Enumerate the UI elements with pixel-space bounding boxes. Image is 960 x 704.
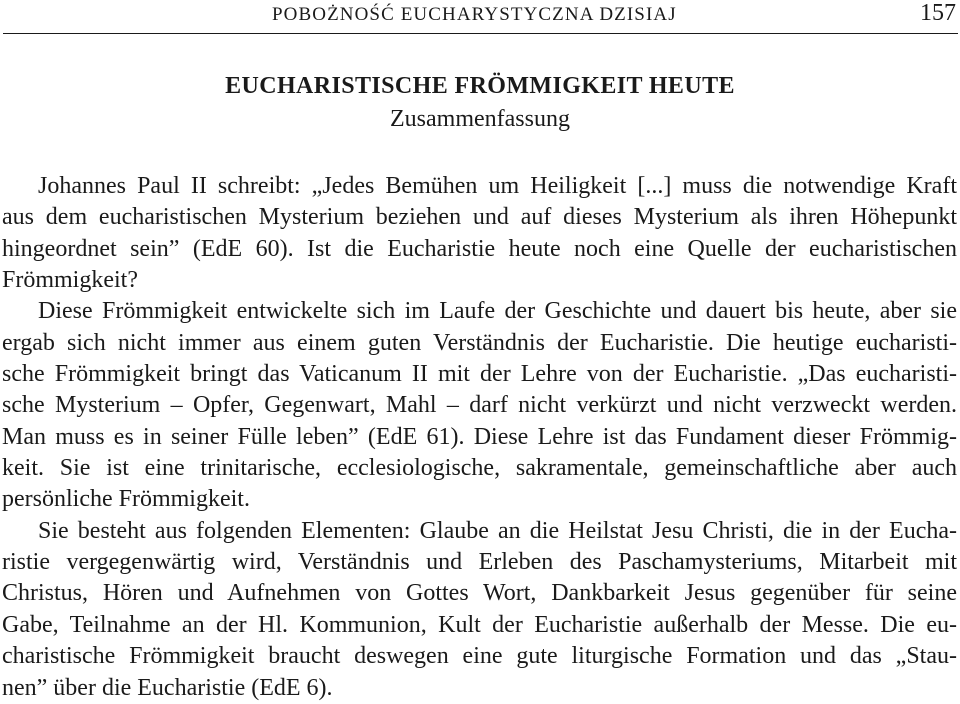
text-line: Sie besteht aus folgenden Elementen: Glaube an die Heilstat Jesu Christi, die in der Eucha- [38, 517, 957, 544]
text-line: Frömmigkeit? [2, 267, 138, 294]
text-line: hingeordnet sein” (EdE 60). Ist die Eucharistie heute noch eine Quelle der eucharistischen [2, 235, 957, 262]
text-line: keit. Sie ist eine trinitarische, ecclesiologische, sakramentale, gemeinschaftliche aber auch [2, 455, 957, 482]
text-line: Man muss es in seiner Fülle leben” (EdE 61). Diese Lehre ist das Fundament dieser Frömmig- [2, 423, 957, 450]
article-subtitle: Zusammenfassung [390, 106, 570, 132]
text-line: aus dem eucharistischen Mysterium beziehen und auf dieses Mysterium als ihren Höhepunkt [2, 204, 957, 231]
text-line: sche Mysterium – Opfer, Gegenwart, Mahl – darf nicht verkürzt und nicht verzweckt werden. [2, 392, 957, 419]
running-title: POBOŻNOŚĆ EUCHARYSTYCZNA DZISIAJ [272, 4, 677, 25]
text-line: persönliche Frömmigkeit. [2, 486, 250, 513]
text-line: Gabe, Teilnahme an der Hl. Kommunion, Kult der Eucharistie außerhalb der Messe. Die eu- [2, 611, 957, 638]
text-line: ergab sich nicht immer aus einem guten Verständnis der Eucharistie. Die heutige eucharisti- [2, 329, 957, 356]
running-header [0, 0, 960, 32]
header-rule [3, 33, 958, 34]
text-line: Diese Frömmigkeit entwickelte sich im Laufe der Geschichte und dauert bis heute, aber sie [38, 298, 957, 325]
text-line: charistische Frömmigkeit braucht deswegen eine gute liturgische Formation und das „Stau- [2, 643, 957, 670]
text-line: Christus, Hören und Aufnehmen von Gottes Wort, Dankbarkeit Jesus gegenüber für seine [2, 580, 957, 607]
text-line: nen” über die Eucharistie (EdE 6). [2, 674, 333, 701]
summary-body [2, 171, 957, 704]
text-line: Johannes Paul II schreibt: „Jedes Bemühen um Heiligkeit [...] muss die notwendige Kraft [38, 173, 957, 199]
text-line: sche Frömmigkeit bringt das Vaticanum II mit der Lehre von der Eucharistie. „Das eucharisti- [2, 361, 957, 388]
text-line: ristie vergegenwärtig wird, Verständnis und Erleben des Paschamysteriums, Mitarbeit mit [2, 549, 957, 576]
page-number: 157 [920, 0, 956, 26]
article-title: EUCHARISTISCHE FRÖMMIGKEIT HEUTE [225, 73, 735, 99]
